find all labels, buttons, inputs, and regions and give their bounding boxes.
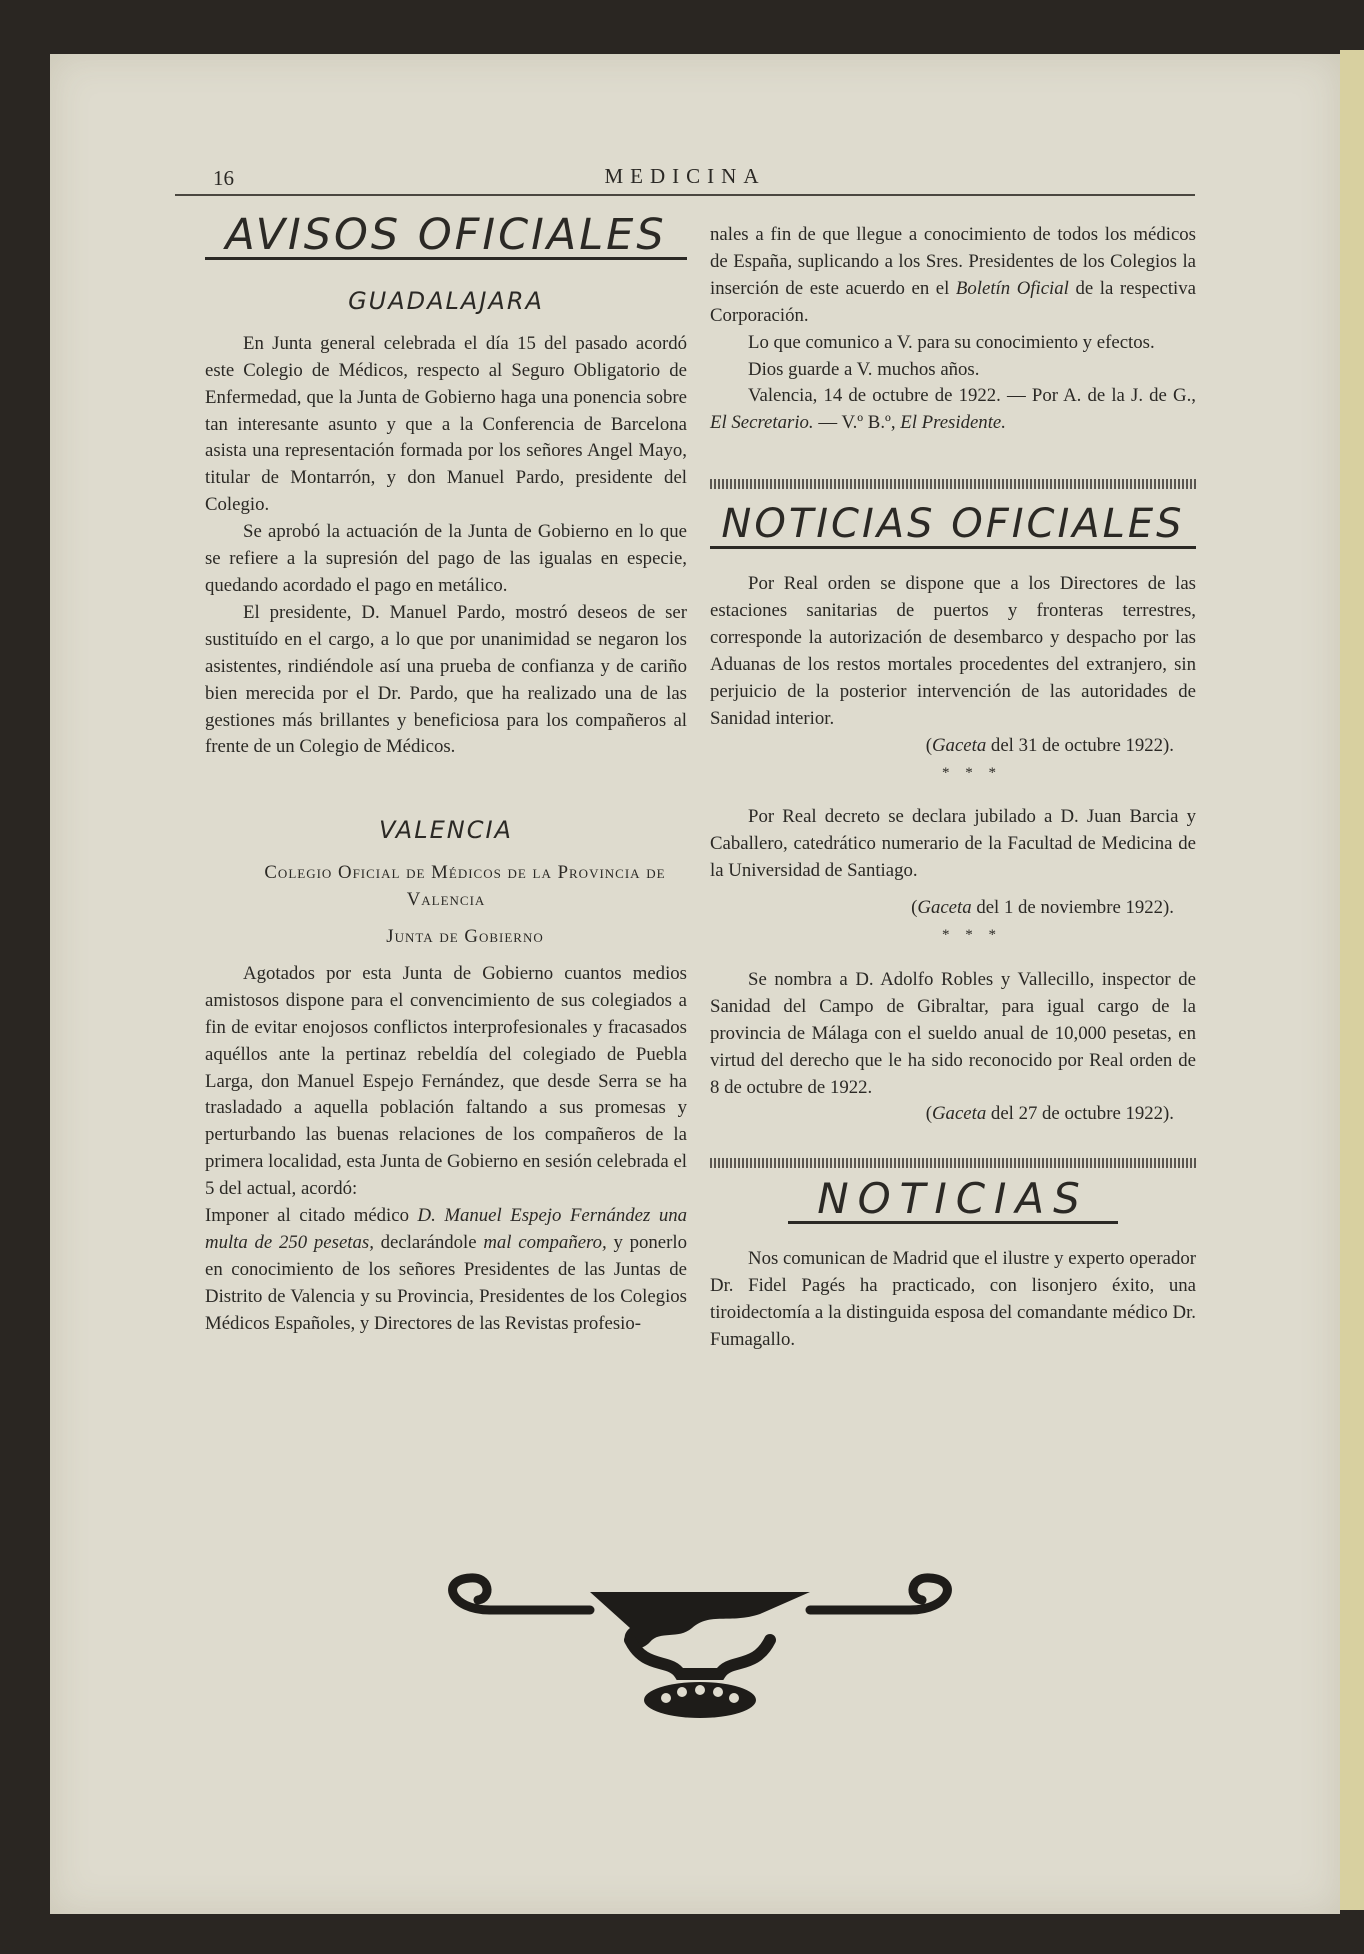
guadalajara-paragraph: Se aprobó la actuación de la Junta de Gobierno en lo que se refiere a la supresión del pago de las igualas en especie, quedando acordado el pago en metálico.: [205, 521, 687, 596]
page-header: [175, 160, 1195, 196]
valencia-signature: Valencia, 14 de octubre de 1922. — Por A. de la J. de G., El Secretario. — V.º B.º, El Presidente.: [710, 385, 1196, 434]
asterism-separator: * * *: [942, 764, 1002, 781]
gaceta-citation: (Gaceta del 27 de octubre 1922).: [925, 1103, 1174, 1125]
avisos-oficiales-title: AVISOS OFICIALES: [205, 222, 687, 260]
ornamental-divider: [710, 479, 1196, 489]
noticias-oficiales-title: NOTICIAS OFICIALES: [710, 511, 1196, 549]
gaceta-citation: (Gaceta del 1 de noviembre 1922).: [911, 897, 1174, 919]
tailpiece-ornament: [430, 1570, 970, 1720]
junta-line: Junta de Gobierno: [386, 926, 544, 948]
asterism-separator: * * *: [942, 927, 1002, 944]
noticias-title: NOTICIAS: [788, 1186, 1118, 1224]
valencia-closing: Dios guarde a V. muchos años.: [748, 358, 980, 380]
valencia-paragraph: Agotados por esta Junta de Gobierno cuantos medios amistosos dispone para el convencimiento de sus colegiados a fin de evitar enojosos conflictos interprofesionales y fracasados aquéllos ante la pertinaz rebeldía del colegiado de Puebla Larga, don Manuel Espejo Fernández, que desde Serra se ha trasladado a aquella población faltando a sus promesas y perturbando las buenas relaciones de los compañeros de la primera localidad, esta Junta de Gobierno en sesión celebrada el 5 del actual, acordó:: [205, 962, 687, 1200]
ornamental-divider: [710, 1158, 1196, 1168]
valencia-closing: Lo que comunico a V. para su conocimiento y efectos.: [748, 331, 1155, 353]
gaceta-citation: (Gaceta del 31 de octubre 1922).: [925, 734, 1174, 756]
next-page-edge: [1340, 50, 1364, 1910]
valencia-resolution: Imponer al citado médico D. Manuel Espejo Fernández una multa de 250 pesetas, declarándole mal compañero, y ponerlo en conocimiento de los señores Presidentes de las Juntas de Distrito de Valencia y su Provincia, Presidentes de los Colegios Médicos Españoles, y Directores de las Revistas profesio-: [205, 1205, 687, 1334]
guadalajara-paragraph: En Junta general celebrada el día 15 del pasado acordó este Colegio de Médicos, respecto al Seguro Obligatorio de Enfermedad, que la Junta de Gobierno haga una ponencia sobre tan interesante asunto y que a la Conferencia de Barcelona asista una representación formada por los señores Angel Mayo, titular de Montarrón, y don Manuel Pardo, presidente del Colegio.: [205, 332, 687, 516]
colegio-line: Colegio Oficial de Médicos de la Provincia de Valencia: [264, 862, 666, 911]
noticia-oficial-item: Por Real decreto se declara jubilado a D. Juan Barcia y Caballero, catedrático numerario de la Facultad de Medicina de la Universidad de Santiago.: [710, 806, 1196, 882]
right-column: [710, 222, 1196, 1354]
valencia-continuation: nales a fin de que llegue a conocimiento de todos los médicos de España, suplicando a los Sres. Presidentes de los Colegios la inserción de este acuerdo en el Boletín Oficial de la respectiva Corporación.: [710, 224, 1197, 326]
left-scroll-icon: [453, 1578, 490, 1610]
left-column: [205, 210, 687, 1338]
guadalajara-paragraph: El presidente, D. Manuel Pardo, mostró deseos de ser sustituído en el cargo, a lo que por unanimidad se negaron los asistentes, rindiéndole así una prueba de confianza y de cariño bien merecida por el Dr. Pardo, que ha realizado una de las gestiones más brillantes y beneficiosa para los compañeros al frente de un Colegio de Médicos.: [205, 601, 687, 758]
noticias-paragraph: Nos comunican de Madrid que el ilustre y experto operador Dr. Fidel Pagés ha practicado, con lisonjero éxito, una tiroidectomía a la distinguida esposa del comandante médico Dr. Fumagallo.: [710, 1248, 1196, 1350]
page-number: 16: [213, 166, 234, 190]
right-scroll-icon: [910, 1578, 947, 1610]
wave-band-icon: [590, 1592, 810, 1648]
noticia-oficial-item: Se nombra a D. Adolfo Robles y Vallecillo, inspector de Sanidad del Campo de Gibraltar, para igual cargo de la provincia de Málaga con el sueldo anual de 10,000 pesetas, en virtud del derecho que le ha sido reconocido por Real orden de 8 de octubre de 1922.: [710, 968, 1196, 1098]
guadalajara-heading: GUADALAJARA: [348, 286, 544, 315]
noticia-oficial-item: Por Real orden se dispone que a los Directores de las estaciones sanitarias de puertos y fronteras terrestres, corresponde la autorización de desembarco y despacho por las Aduanas de los restos mortales procedentes del extranjero, sin perjuicio de la posterior intervención de las autoridades de Sanidad interior.: [710, 573, 1196, 729]
running-title: MEDICINA: [604, 164, 766, 188]
valencia-heading: VALENCIA: [379, 816, 513, 845]
